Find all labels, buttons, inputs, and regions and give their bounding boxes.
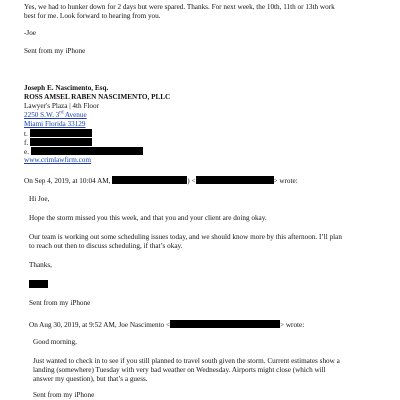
quote1-closing: Thanks, [29,261,52,269]
signature-email: e. [24,147,143,157]
signature-street-link[interactable]: 2250 S.W. 3rd Avenue [24,110,87,119]
signature-firm: ROSS AMSEL RABEN NASCIMENTO, PLLC [24,93,171,101]
quote1-paragraph-1: Hope the storm missed you this week, and that you and your client are doing okay. [29,214,267,222]
reply-line-1: Yes, we had to hunker down for 2 days but were spared. Thanks. For next week, the 10th, 11th or 13th work [24,3,335,11]
quote1-redacted-name [29,280,48,290]
redaction-block [30,129,92,137]
quote1-header: On Sep 4, 2019, at 10:04 AM, ) < > wrote: [24,177,298,185]
redaction-block [170,320,280,328]
quote2-paragraph-line-1: Just wanted to check in to see if you still planned to travel south given the storm. Current estimates show a [33,357,340,365]
quote1-paragraph-2-line-1: Our team is working out some scheduling issues today, and we should know more by this afternoon. I’ll plan [29,233,342,241]
redaction-block [112,176,187,184]
quote2-paragraph-line-3: answer my question), but that’s a guess. [33,375,148,383]
quote2-sent-from: Sent from my iPhone [33,391,95,399]
quote2-greeting: Good morning, [33,338,77,346]
signature-website-link[interactable]: www.crimlawfirm.com [24,156,91,164]
redaction-block [196,176,274,184]
redaction-block [30,138,92,146]
signature-building: Lawyer's Plaza | 4th Floor [24,102,99,110]
quote1-greeting: Hi Joe, [29,195,50,203]
signature-fax: f. [24,138,92,148]
reply-sent-from: Sent from my iPhone [24,47,86,55]
reply-signoff: -Joe [24,29,36,37]
reply-line-2: best for me. Look forward to hearing from you. [24,12,161,20]
signature-city-link[interactable]: Miami Florida 33129 [24,120,86,128]
signature-tel: t. [24,129,92,139]
quote1-sent-from: Sent from my iPhone [29,299,91,307]
redaction-block [31,147,143,155]
redaction-block [29,280,48,288]
quote2-header: On Aug 30, 2019, at 9:52 AM, Joe Nascimento < > wrote: [29,321,305,329]
quote2-paragraph-line-2: landing (somewhere) Tuesday with very bad weather on Wednesday. Airports might close (which will [33,366,326,374]
signature-name: Joseph E. Nascimento, Esq. [24,84,109,92]
quote1-paragraph-2-line-2: to reach out then to discuss scheduling, if that’s okay. [29,242,183,250]
